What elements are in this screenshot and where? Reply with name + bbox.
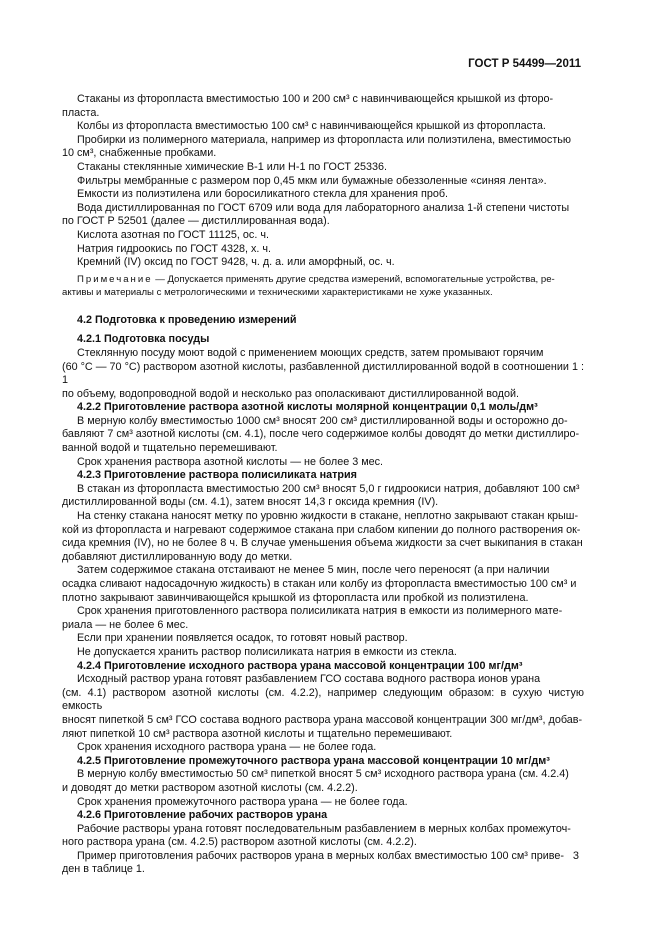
text-line: Пробирки из полимерного материала, например из фторопласта или полиэтилена, вместимостью bbox=[77, 133, 571, 146]
text-line: Колбы из фторопласта вместимостью 100 см³ с навинчивающейся крышкой из фторопласта. bbox=[77, 120, 546, 133]
subsection-title: 4.2.5 Приготовление промежуточного раствора урана массовой концентрации 10 мг/дм³ bbox=[77, 754, 550, 767]
text-line: дистиллированной воды (см. 4.1), затем вносят 14,3 г оксида кремния (IV). bbox=[62, 496, 439, 509]
text-line: и доводят до метки раствором азотной кислоты (см. 4.2.2). bbox=[62, 781, 358, 794]
text-line: В стакан из фторопласта вместимостью 200 см³ вносят 5,0 г гидроокиси натрия, добавляют 100 см³ bbox=[77, 482, 580, 495]
text-line: добавляют дистиллированную воду до метки. bbox=[62, 550, 293, 563]
note-label: Примечание bbox=[77, 273, 153, 285]
text-line: Срок хранения исходного раствора урана — не более года. bbox=[77, 741, 377, 754]
text-line: (см. 4.1) раствором азотной кислоты (см. 4.2.2), например следующим образом: в сухую чистую емкость bbox=[62, 686, 584, 713]
text-line: В мерную колбу вместимостью 1000 см³ вносят 200 см³ дистиллированной воды и осторожно до- bbox=[77, 414, 568, 427]
text-line: Пример приготовления рабочих растворов урана в мерных колбах вместимостью 100 см³ приве- bbox=[77, 849, 565, 862]
text-line: осадка сливают надосадочную жидкость) в стакан или колбу из фторопласта вместимостью 100 см³ и bbox=[62, 578, 577, 590]
text-line: Кремний (IV) оксид по ГОСТ 9428, ч. д. а. или аморфный, ос. ч. bbox=[77, 256, 395, 269]
text-line: сида кремния (IV), но не более 8 ч. В случае уменьшения объема жидкости за счет выкипания в стакан bbox=[62, 537, 583, 550]
text-line: Стаканы из фторопласта вместимостью 100 и 200 см³ с навинчивающейся крышкой из фторо- bbox=[77, 93, 554, 105]
text-line: Фильтры мембранные с размером пор 0,45 мкм или бумажные обеззоленные «синяя лента». bbox=[77, 174, 547, 187]
text-line: Рабочие растворы урана готовят последовательным разбавлением в мерных колбах промежуточ- bbox=[77, 822, 571, 835]
text-line: ляют пипеткой 10 см³ раствора азотной кислоты и тщательно перемешивают. bbox=[62, 727, 453, 740]
text-line: В мерную колбу вместимостью 50 см³ пипеткой вносят 5 см³ исходного раствора урана (см. 4.2.4) bbox=[77, 768, 569, 781]
text-line: плотно закрывают завинчивающейся крышкой из фторопласта или пробкой из полиэтилена. bbox=[62, 591, 529, 604]
text-line: по объему, водопроводной водой и несколько раз ополаскивают дистиллированной водой. bbox=[62, 387, 520, 400]
text-line: Натрия гидроокись по ГОСТ 4328, х. ч. bbox=[77, 242, 272, 255]
note-text-cont: активы и материалы с метрологическими и техническими характеристиками не хуже указанных. bbox=[62, 286, 493, 298]
text-line: риала — не более 6 мес. bbox=[62, 618, 189, 631]
text-line: На стенку стакана наносят метку по уровню жидкости в стакане, неплотно закрывают стакан крыш- bbox=[77, 510, 579, 523]
text-line: Стеклянную посуду моют водой с применением моющих средств, затем промывают горячим bbox=[77, 346, 544, 359]
subsection-title: 4.2.4 Приготовление исходного раствора урана массовой концентрации 100 мг/дм³ bbox=[77, 659, 523, 672]
page-number: 3 bbox=[572, 850, 579, 862]
text-line: 10 см³, снабженные пробками. bbox=[62, 147, 217, 160]
text-line: ного раствора урана (см. 4.2.5) раствором азотной кислоты (см. 4.2.2). bbox=[62, 836, 417, 849]
text-line: пласта. bbox=[62, 106, 100, 119]
text-line: Кислота азотная по ГОСТ 11125, ос. ч. bbox=[77, 228, 269, 241]
text-line: ванной водой и тщательно перемешивают. bbox=[62, 442, 278, 455]
subsection-title: 4.2.3 Приготовление раствора полисиликата натрия bbox=[77, 469, 357, 482]
text-line: Емкости из полиэтилена или боросиликатного стекла для хранения проб. bbox=[77, 188, 449, 201]
text-line: Исходный раствор урана готовят разбавлением ГСО состава водного раствора ионов урана bbox=[77, 673, 541, 686]
text-line: Вода дистиллированная по ГОСТ 6709 или вода для лабораторного анализа 1-й степени чистоты bbox=[77, 201, 570, 214]
text-line: (60 °С — 70 °С) раствором азотной кислоты, разбавленной дистиллированной водой в соотношении 1 : 1 bbox=[62, 360, 584, 387]
text-line: бавляют 7 см³ азотной кислоты (см. 4.1), после чего содержимое колбы доводят до метки дистиллиро- bbox=[62, 428, 580, 441]
note-text: — Допускается применять другие средства измерений, вспомогательные устройства, ре- bbox=[152, 273, 555, 285]
section-title: 4.2 Подготовка к проведению измерений bbox=[77, 313, 297, 326]
text-line: Стаканы стеклянные химические В-1 или Н-1 по ГОСТ 25336. bbox=[77, 160, 387, 173]
note bbox=[62, 273, 584, 286]
subsection-title: 4.2.1 Подготовка посуды bbox=[77, 333, 210, 346]
document-id: ГОСТ Р 54499—2011 bbox=[468, 58, 581, 70]
text-line: вносят пипеткой 5 см³ ГСО состава водного раствора урана массовой концентрации 300 мг/дм³, добав- bbox=[62, 713, 583, 726]
text-line: Затем содержимое стакана отстаивают не менее 5 мин, после чего переносят (а при наличии bbox=[77, 564, 550, 577]
text-line: ден в таблице 1. bbox=[62, 863, 145, 876]
text-line: по ГОСТ Р 52501 (далее — дистиллированная вода). bbox=[62, 215, 330, 228]
text-line: Срок хранения промежуточного раствора урана — не более года. bbox=[77, 795, 408, 808]
page-body bbox=[62, 93, 584, 877]
text-line: Если при хранении появляется осадок, то готовят новый раствор. bbox=[77, 632, 408, 645]
text-line: Не допускается хранить раствор полисиликата натрия в емкости из стекла. bbox=[77, 645, 457, 658]
subsection-title: 4.2.2 Приготовление раствора азотной кислоты молярной концентрации 0,1 моль/дм³ bbox=[77, 401, 538, 414]
text-line: Срок хранения раствора азотной кислоты — не более 3 мес. bbox=[77, 455, 384, 468]
text-line: Срок хранения приготовленного раствора полисиликата натрия в емкости из полимерного мате- bbox=[77, 605, 563, 618]
subsection-title: 4.2.6 Приготовление рабочих растворов урана bbox=[77, 809, 328, 822]
text-line: кой из фторопласта и нагревают содержимое стакана при слабом кипении до полного растворения ок- bbox=[62, 523, 581, 536]
